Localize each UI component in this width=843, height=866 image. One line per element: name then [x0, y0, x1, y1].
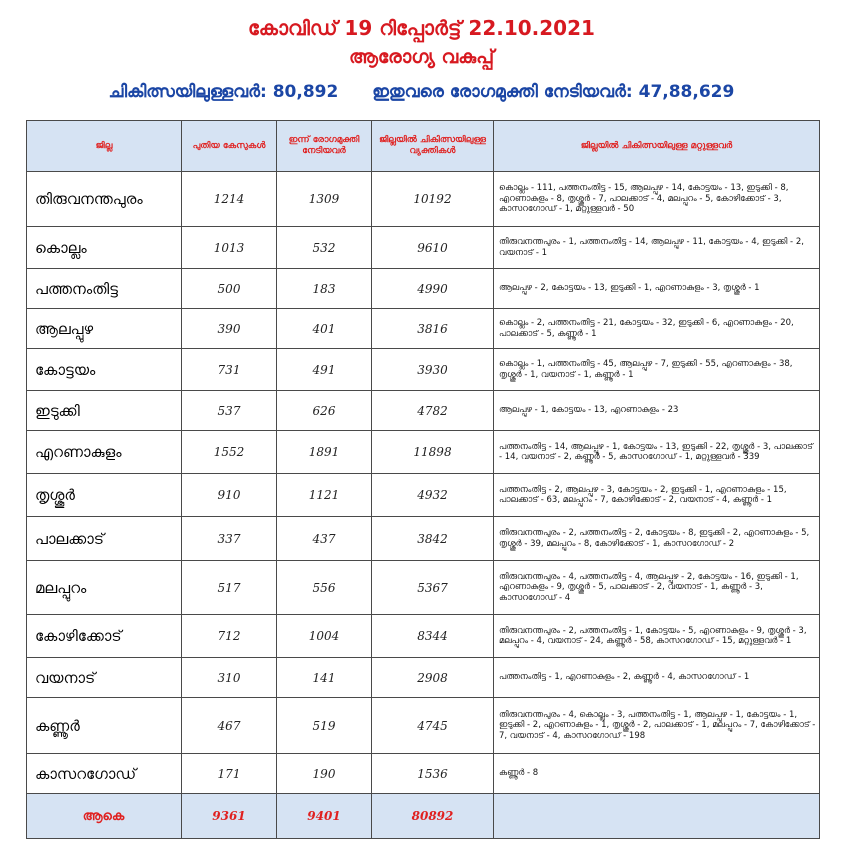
under-treatment-value: 1536 — [372, 754, 494, 794]
under-treatment-value: 8344 — [372, 615, 494, 658]
under-treatment-stat — [109, 82, 339, 102]
table-row — [27, 754, 820, 794]
table-row — [27, 561, 820, 615]
new-cases-value: 337 — [182, 517, 277, 561]
under-treatment-value: 4932 — [372, 474, 494, 517]
recovered-today-value: 183 — [277, 269, 372, 309]
under-treatment-value: 3816 — [372, 309, 494, 349]
district-name: എറണാകുളം — [27, 431, 182, 474]
district-name: കണ്ണൂർ — [27, 698, 182, 754]
recovered-today-value: 190 — [277, 754, 372, 794]
recovered-today-value: 519 — [277, 698, 372, 754]
others-breakdown: പത്തനംതിട്ട - 1, എറണാകുളം - 2, കണ്ണൂർ - 4, കാസറഗോഡ് - 1 — [494, 658, 820, 698]
new-cases-value: 1214 — [182, 172, 277, 227]
others-breakdown: കൊല്ലം - 1, പത്തനംതിട്ട - 45, ആലപ്പുഴ - 7, ഇടുക്കി - 55, എറണാകുളം - 38, തൃശ്ശൂർ - 1, വയനാട് - 1, കണ്ണൂർ - 1 — [494, 349, 820, 391]
recovered-today-value: 532 — [277, 227, 372, 269]
others-breakdown: തിരുവനന്തപുരം - 4, കൊല്ലം - 3, പത്തനംതിട്ട - 1, ആലപ്പുഴ - 1, കോട്ടയം - 1, ഇടുക്കി - 2, എറണാകുളം - 1, തൃശ്ശൂർ - 2, പാലക്കാട് - 1, മലപ്പുറം - 7, കോഴിക്കോട് - 7, വയനാട് - 4, കാസറഗോഡ് - 198 — [494, 698, 820, 754]
new-cases-value: 500 — [182, 269, 277, 309]
table-row — [27, 391, 820, 431]
total-row — [27, 794, 820, 839]
table-row — [27, 698, 820, 754]
others-breakdown: തിരുവനന്തപുരം - 2, പത്തനംതിട്ട - 2, കോട്ടയം - 8, ഇടുക്കി - 2, എറണാകുളം - 5, തൃശ്ശൂർ - 39, മലപ്പുറം - 8, കോഴിക്കോട് - 1, കാസറഗോഡ് - 2 — [494, 517, 820, 561]
others-breakdown: തിരുവനന്തപുരം - 4, പത്തനംതിട്ട - 4, ആലപ്പുഴ - 2, കോട്ടയം - 16, ഇടുക്കി - 1, എറണാകുളം - 9, തൃശ്ശൂർ - 5, പാലക്കാട് - 2, വയനാട് - 1, കണ്ണൂർ - 3, കാസറഗോഡ് - 4 — [494, 561, 820, 615]
total-others — [494, 794, 820, 839]
column-header-district: ജില്ല — [27, 121, 182, 172]
under-treatment-label: ചികിത്സയിലുള്ളവർ: — [108, 82, 267, 102]
under-treatment-value: 2908 — [372, 658, 494, 698]
recovered-stat — [372, 82, 734, 102]
district-name: വയനാട് — [27, 658, 182, 698]
column-header-recovered-today: ഇന്ന് രോഗമുക്തി നേടിയവർ — [277, 121, 372, 172]
table-row — [27, 172, 820, 227]
recovered-today-value: 626 — [277, 391, 372, 431]
recovered-today-value: 491 — [277, 349, 372, 391]
under-treatment-value: 4745 — [372, 698, 494, 754]
others-breakdown: കൊല്ലം - 111, പത്തനംതിട്ട - 15, ആലപ്പുഴ - 14, കോട്ടയം - 13, ഇടുക്കി - 8, എറണാകുളം - 8, തൃശ്ശൂർ - 7, പാലക്കാട് - 4, മലപ്പുറം - 5, കോഴിക്കോട് - 3, കാസറഗോഡ് - 1, മറ്റുള്ളവർ - 50 — [494, 172, 820, 227]
table-row — [27, 517, 820, 561]
others-breakdown: പത്തനംതിട്ട - 14, ആലപ്പുഴ - 1, കോട്ടയം - 13, ഇടുക്കി - 22, തൃശ്ശൂർ - 3, പാലക്കാട് - 14, വയനാട് - 2, കണ്ണൂർ - 5, കാസറഗോഡ് - 1, മറ്റുള്ളവർ - 339 — [494, 431, 820, 474]
table-row — [27, 431, 820, 474]
total-under-treatment: 80892 — [372, 794, 494, 839]
new-cases-value: 390 — [182, 309, 277, 349]
under-treatment-value: 4782 — [372, 391, 494, 431]
under-treatment-value: 11898 — [372, 431, 494, 474]
table-row — [27, 615, 820, 658]
district-report-table — [26, 120, 820, 839]
recovered-today-value: 437 — [277, 517, 372, 561]
under-treatment-value: 10192 — [372, 172, 494, 227]
district-name: ഇടുക്കി — [27, 391, 182, 431]
table-row — [27, 269, 820, 309]
new-cases-value: 171 — [182, 754, 277, 794]
others-breakdown: ആലപ്പുഴ - 2, കോട്ടയം - 13, ഇടുക്കി - 1, എറണാകുളം - 3, തൃശ്ശൂർ - 1 — [494, 269, 820, 309]
total-new-cases: 9361 — [182, 794, 277, 839]
others-breakdown: കൊല്ലം - 2, പത്തനംതിട്ട - 21, കോട്ടയം - 32, ഇടുക്കി - 6, എറണാകുളം - 20, പാലക്കാട് - 5, കണ്ണൂർ - 1 — [494, 309, 820, 349]
recovered-value: 47,88,629 — [638, 82, 735, 102]
recovered-today-value: 141 — [277, 658, 372, 698]
table-row — [27, 658, 820, 698]
new-cases-value: 310 — [182, 658, 277, 698]
recovered-today-value: 1121 — [277, 474, 372, 517]
new-cases-value: 910 — [182, 474, 277, 517]
district-name: തൃശ്ശൂർ — [27, 474, 182, 517]
column-header-others: ജില്ലയിൽ ചികിത്സയിലുള്ള മറ്റുള്ളവർ — [494, 121, 820, 172]
district-name: കൊല്ലം — [27, 227, 182, 269]
table-row — [27, 309, 820, 349]
total-label: ആകെ — [27, 794, 182, 839]
table-header-row — [27, 121, 820, 172]
total-recovered-today: 9401 — [277, 794, 372, 839]
new-cases-value: 1552 — [182, 431, 277, 474]
others-breakdown: കണ്ണൂർ - 8 — [494, 754, 820, 794]
district-name: ആലപ്പുഴ — [27, 309, 182, 349]
table-row — [27, 227, 820, 269]
department-name: ആരോഗ്യ വകുപ്പ് — [348, 46, 495, 68]
district-name: കോഴിക്കോട് — [27, 615, 182, 658]
others-breakdown: തിരുവനന്തപുരം - 1, പത്തനംതിട്ട - 14, ആലപ്പുഴ - 11, കോട്ടയം - 4, ഇടുക്കി - 2, വയനാട് - 1 — [494, 227, 820, 269]
under-treatment-value: 4990 — [372, 269, 494, 309]
new-cases-value: 467 — [182, 698, 277, 754]
table-row — [27, 349, 820, 391]
under-treatment-value: 9610 — [372, 227, 494, 269]
recovered-label: ഇതുവരെ രോഗമുക്തി നേടിയവർ: — [372, 82, 633, 102]
others-breakdown: ആലപ്പുഴ - 1, കോട്ടയം - 13, എറണാകുളം - 23 — [494, 391, 820, 431]
summary-stats — [0, 82, 843, 102]
new-cases-value: 712 — [182, 615, 277, 658]
district-name: മലപ്പുറം — [27, 561, 182, 615]
district-name: കാസറഗോഡ് — [27, 754, 182, 794]
table-row — [27, 474, 820, 517]
column-header-new-cases: പുതിയ കേസുകൾ — [182, 121, 277, 172]
under-treatment-value: 80,892 — [272, 82, 339, 102]
new-cases-value: 1013 — [182, 227, 277, 269]
district-name: കോട്ടയം — [27, 349, 182, 391]
recovered-today-value: 556 — [277, 561, 372, 615]
new-cases-value: 537 — [182, 391, 277, 431]
district-name: തിരുവനന്തപുരം — [27, 172, 182, 227]
recovered-today-value: 1309 — [277, 172, 372, 227]
recovered-today-value: 401 — [277, 309, 372, 349]
others-breakdown: പത്തനംതിട്ട - 2, ആലപ്പുഴ - 3, കോട്ടയം - 2, ഇടുക്കി - 1, എറണാകുളം - 15, പാലക്കാട് - 63, മലപ്പുറം - 7, കോഴിക്കോട് - 2, വയനാട് - 4, കണ്ണൂർ - 1 — [494, 474, 820, 517]
under-treatment-value: 5367 — [372, 561, 494, 615]
recovered-today-value: 1891 — [277, 431, 372, 474]
report-title: കോവിഡ് 19 റിപ്പോർട്ട് 22.10.2021 — [248, 16, 595, 40]
recovered-today-value: 1004 — [277, 615, 372, 658]
new-cases-value: 517 — [182, 561, 277, 615]
district-name: പത്തനംതിട്ട — [27, 269, 182, 309]
under-treatment-value: 3930 — [372, 349, 494, 391]
under-treatment-value: 3842 — [372, 517, 494, 561]
district-name: പാലക്കാട് — [27, 517, 182, 561]
others-breakdown: തിരുവനന്തപുരം - 2, പത്തനംതിട്ട - 1, കോട്ടയം - 5, എറണാകുളം - 9, തൃശ്ശൂർ - 3, മലപ്പുറം - 4, വയനാട് - 24, കണ്ണൂർ - 58, കാസറഗോഡ് - 15, മറ്റുള്ളവർ - 1 — [494, 615, 820, 658]
column-header-under-treatment: ജില്ലയിൽ ചികിത്സയിലുള്ള വ്യക്തികൾ — [372, 121, 494, 172]
new-cases-value: 731 — [182, 349, 277, 391]
